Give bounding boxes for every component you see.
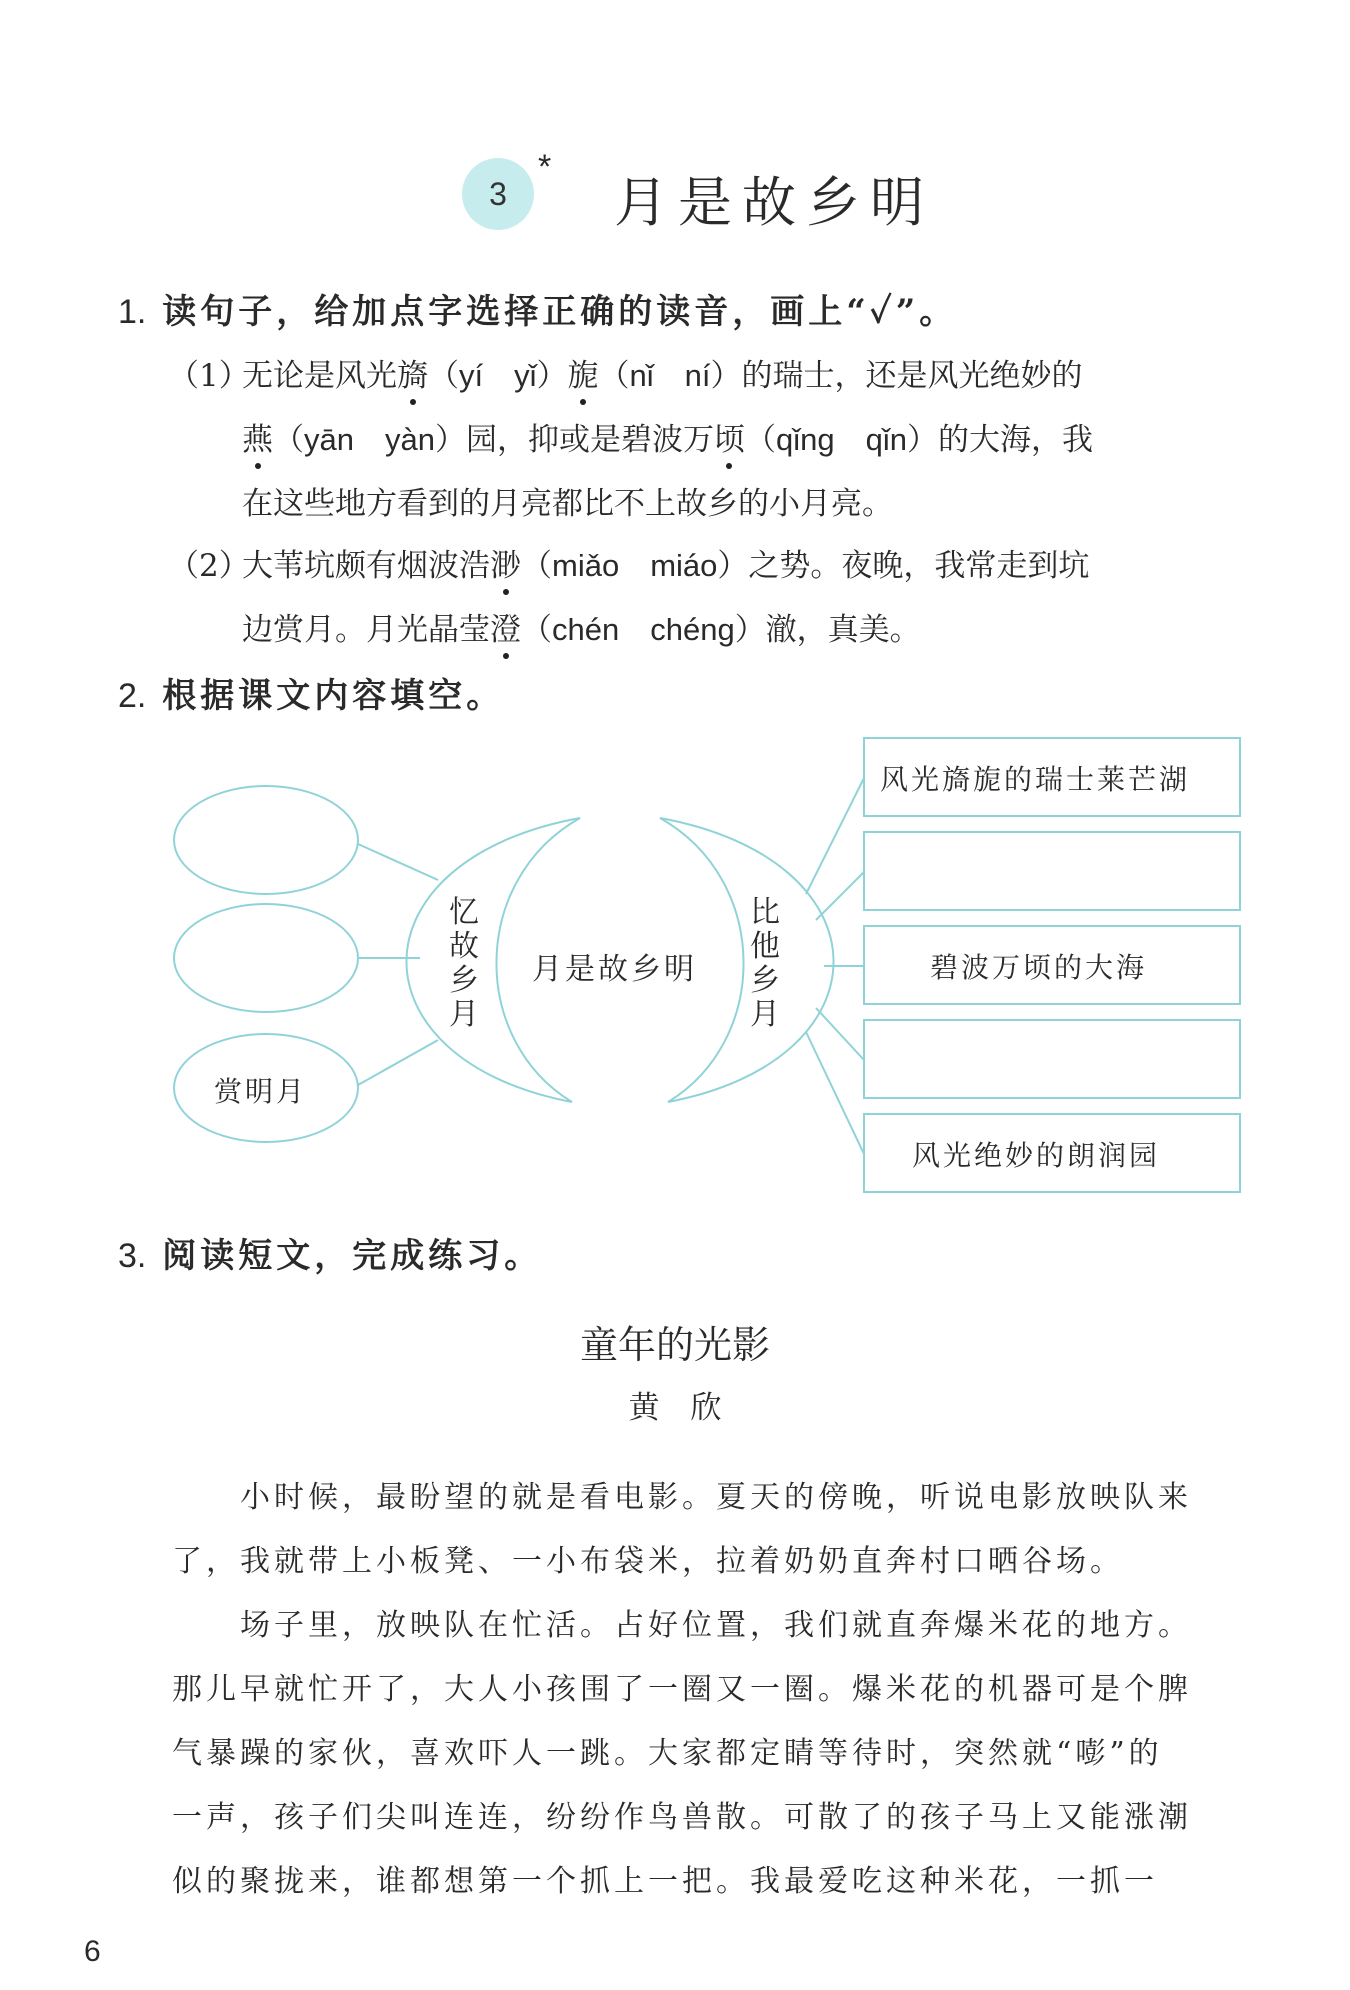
question-2-number: 2. <box>118 677 147 715</box>
article-author: 黄 欣 <box>628 1390 722 1426</box>
pinyin-options[interactable]: yān yàn <box>304 422 435 457</box>
lesson-number: 3 <box>489 175 507 212</box>
right-box-2-blank <box>864 832 1240 910</box>
diagram-center-title: 月是故乡明 <box>532 952 697 987</box>
page-number: 6 <box>84 1935 101 1968</box>
q1-item-1-line-3: 在这些地方看到的月亮都比不上故乡的小月亮。 <box>242 486 893 522</box>
question-3-heading <box>118 1228 542 1277</box>
right-box-3-text: 碧波万顷的大海 <box>930 951 1148 984</box>
article-line-2: 了，我就带上小板凳、一小布袋米，拉着奶奶直奔村口晒谷场。 <box>172 1544 1124 1579</box>
q1-item-1-line-1: 无论是风光旖（yí yǐ）旎（nǐ ní）的瑞士，还是风光绝妙的 <box>242 350 1082 395</box>
right-box-4-blank <box>864 1020 1240 1098</box>
pinyin-options[interactable]: qǐng qǐn <box>775 422 907 457</box>
question-1-number: 1. <box>118 293 147 331</box>
right-box-5-text: 风光绝妙的朗润园 <box>912 1139 1161 1172</box>
dotted-char: 旎 <box>568 350 599 395</box>
pinyin-options[interactable]: nǐ ní <box>629 358 711 393</box>
q1-item-1-line-2: 燕（yān yàn）园，抑或是碧波万顷（qǐng qǐn）的大海，我 <box>242 414 1093 459</box>
q1-item-2-line-1: 大苇坑颇有烟波浩渺（miǎo miáo）之势。夜晚，我常走到坑 <box>242 540 1089 585</box>
right-box-1-text: 风光旖旎的瑞士莱芒湖 <box>880 763 1191 796</box>
q1-item-1-label: （1） <box>168 358 250 394</box>
q1-item-2-label: （2） <box>168 548 250 584</box>
q1-item-2-line-2: 边赏月。月光晶莹澄（chén chéng）澈，真美。 <box>242 604 921 649</box>
left-oval-3-text: 赏明月 <box>214 1075 308 1108</box>
article-line-3: 场子里，放映队在忙活。占好位置，我们就直奔爆米花的地方。 <box>172 1608 1192 1643</box>
article-line-6: 一声，孩子们尖叫连连，纷纷作鸟兽散。可散了的孩子马上又能涨潮 <box>172 1800 1192 1835</box>
article-line-1: 小时候，最盼望的就是看电影。夏天的傍晚，听说电影放映队来 <box>172 1480 1192 1515</box>
dotted-char: 顷 <box>714 414 745 459</box>
article-line-5: 气暴躁的家伙，喜欢吓人一跳。大家都定睛等待时，突然就“嘭”的 <box>172 1736 1163 1771</box>
dotted-char: 渺 <box>490 540 521 585</box>
pinyin-options[interactable]: chén chéng <box>552 612 735 647</box>
optional-lesson-star: * <box>538 148 552 186</box>
left-blank-oval-2 <box>174 904 358 1012</box>
question-3-number: 3. <box>118 1237 147 1275</box>
question-2-prompt: 根据课文内容填空。 <box>162 676 505 716</box>
right-crescent-label: 比他乡月 <box>750 895 780 1032</box>
article-line-7: 似的聚拢来，谁都想第一个抓上一把。我最爱吃这种米花，一抓一 <box>172 1864 1158 1899</box>
dotted-char: 燕 <box>242 414 273 459</box>
question-3-prompt: 阅读短文，完成练习。 <box>162 1236 543 1276</box>
left-crescent-label: 忆故乡月 <box>449 895 479 1032</box>
lesson-title: 月是故乡明 <box>614 171 934 234</box>
dotted-char: 澄 <box>490 604 521 649</box>
article-line-4: 那儿早就忙开了，大人小孩围了一圈又一圈。爆米花的机器可是个脾 <box>172 1672 1192 1707</box>
article-title: 童年的光影 <box>579 1323 770 1367</box>
pinyin-options[interactable]: yí yǐ <box>459 358 537 393</box>
question-1-prompt: 读句子，给加点字选择正确的读音，画上“✓”。 <box>162 292 958 332</box>
dotted-char: 旖 <box>397 350 428 395</box>
left-blank-oval-1 <box>174 786 358 894</box>
pinyin-options[interactable]: miǎo miáo <box>552 548 718 583</box>
